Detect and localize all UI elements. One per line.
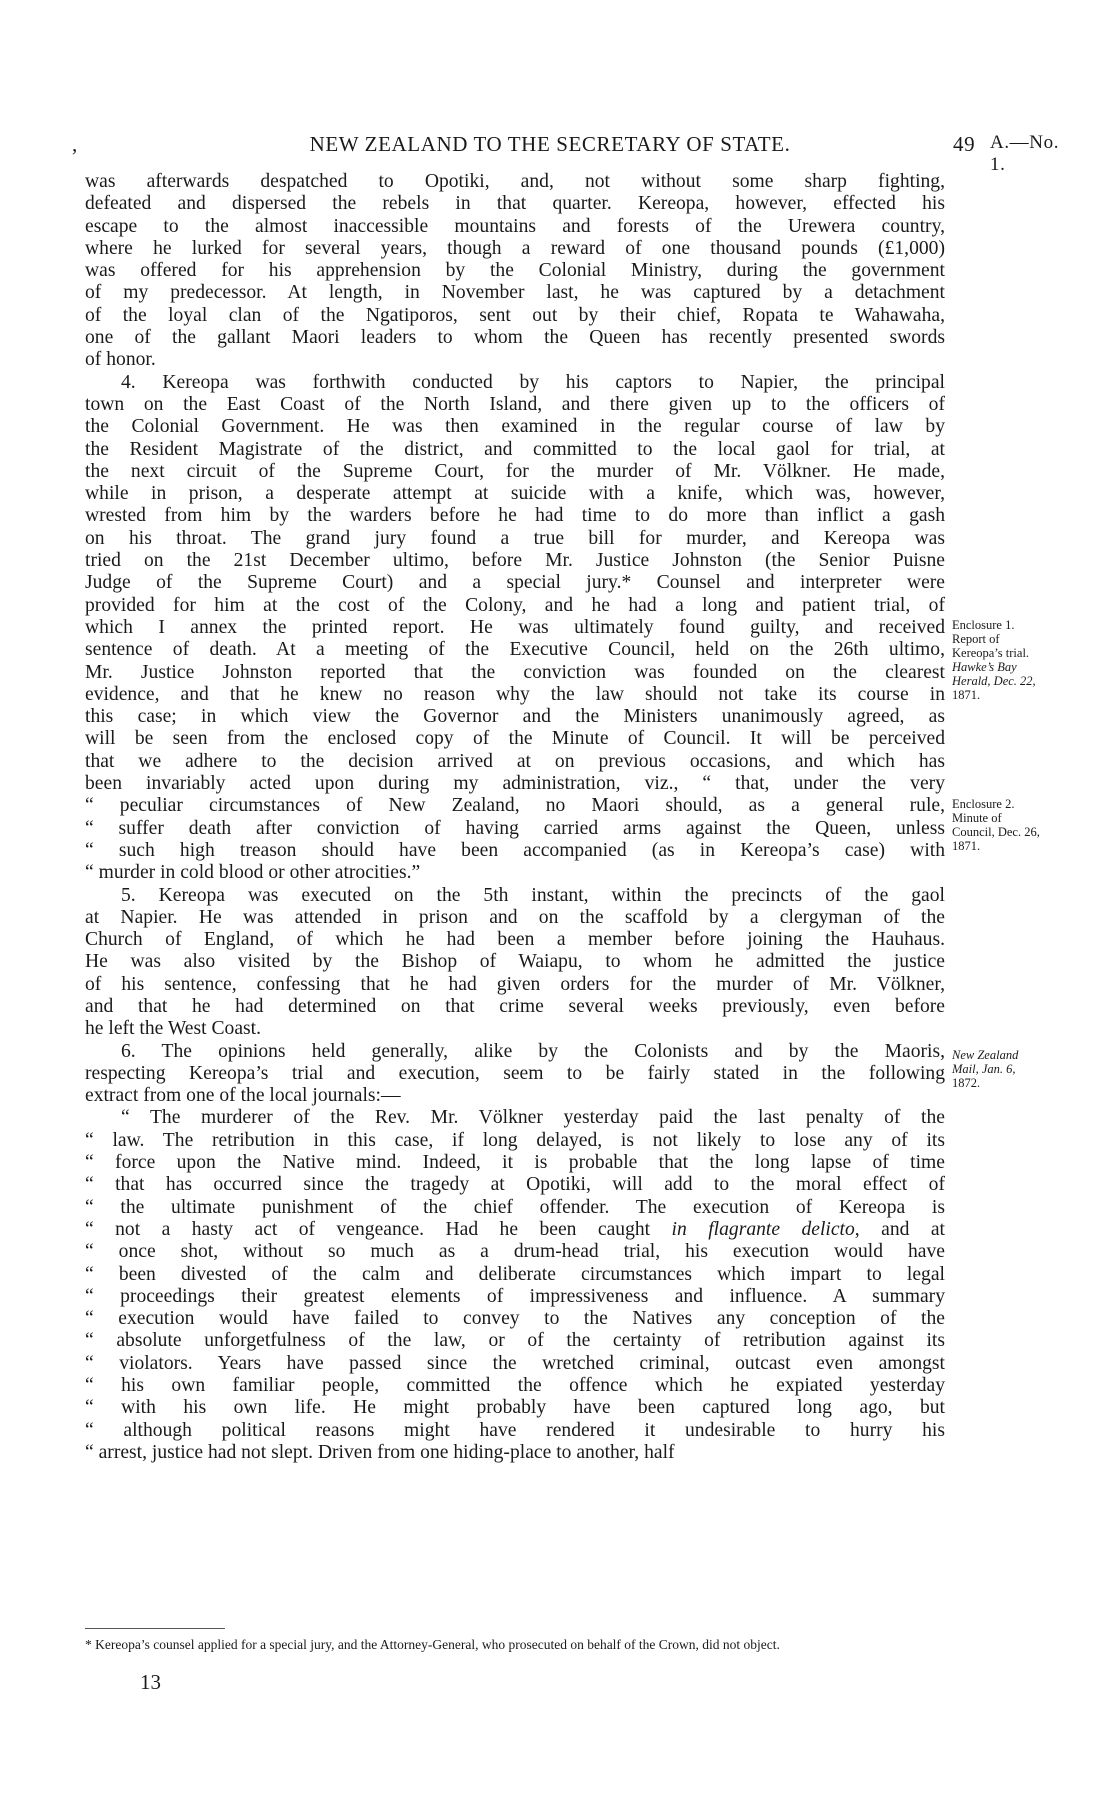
- text-line: he left the West Coast.: [85, 1018, 261, 1040]
- margin-note-line: Hawke’s Bay: [952, 660, 1017, 674]
- text-line: “ although political reasons might have rendered it undesirable to hurry his: [85, 1419, 945, 1441]
- text-line: and that he had determined on that crime several weeks previously, even before: [85, 995, 945, 1017]
- signature-mark: 13: [140, 1670, 161, 1694]
- text-line: “ his own familiar people, committed the offence which he expiated yesterday: [85, 1375, 945, 1397]
- text-line: was offered for his apprehension by the Colonial Ministry, during the government: [85, 260, 945, 282]
- text-line: “ with his own life. He might probably have been captured long ago, but: [85, 1397, 945, 1419]
- text-line: the next circuit of the Supreme Court, for the murder of Mr. Völkner. He made,: [85, 460, 945, 482]
- text-line: “ that has occurred since the tragedy at Opotiki, will add to the moral effect of: [85, 1174, 945, 1196]
- margin-note-line: Council, Dec. 26,: [952, 825, 1040, 839]
- text-line: Church of England, of which he had been a member before joining the Hauhaus.: [85, 929, 945, 951]
- page-number: 49: [953, 132, 976, 156]
- text-line: “ The murderer of the Rev. Mr. Völkner yesterday paid the last penalty of the: [121, 1107, 945, 1129]
- text-line: of the loyal clan of the Ngatiporos, sent out by their chief, Ropata te Wahawaha,: [85, 304, 945, 326]
- text-line: “ such high treason should have been accompanied (as in Kereopa’s case) with: [85, 839, 945, 861]
- text-line: while in prison, a desperate attempt at suicide with a knife, which was, however,: [85, 483, 945, 505]
- text-line: “ force upon the Native mind. Indeed, it is probable that the long lapse of time: [85, 1152, 945, 1174]
- text-line: Mr. Justice Johnston reported that the conviction was founded on the clearest: [85, 661, 945, 683]
- text-line: “ once shot, without so much as a drum-head trial, his execution would have: [85, 1241, 945, 1263]
- text-line: on his throat. The grand jury found a true bill for murder, and Kereopa was: [85, 527, 945, 549]
- margin-note-line: Report of: [952, 632, 1000, 646]
- margin-note-line: Kereopa’s trial.: [952, 646, 1030, 660]
- margin-note-enclosure-2: [952, 797, 1092, 853]
- text-line: where he lurked for several years, though a reward of one thousand pounds (£1,000): [85, 237, 945, 259]
- text-line: provided for him at the cost of the Colony, and he had a long and patient trial, of: [85, 594, 945, 616]
- text-line: “ the ultimate punishment of the chief offender. The execution of Kereopa is: [85, 1196, 945, 1218]
- text-line: this case; in which view the Governor and the Ministers unanimously agreed, as: [85, 706, 945, 728]
- text-line: the Resident Magistrate of the district, and committed to the local gaol for trial, at: [85, 438, 945, 460]
- text-line: will be seen from the enclosed copy of the Minute of Council. It will be perceived: [85, 728, 945, 750]
- text-line: “ absolute unforgetfulness of the law, or of the certainty of retribution against its: [85, 1330, 945, 1352]
- text-line: extract from one of the local journals:—: [85, 1085, 401, 1107]
- text-line: at Napier. He was attended in prison and on the scaffold by a clergyman of the: [85, 906, 945, 928]
- body-text: [85, 171, 945, 1464]
- margin-note-enclosure-1: [952, 618, 1092, 702]
- text-line: been invariably acted upon during my administration, viz., “ that, under the very: [85, 773, 945, 795]
- text-line: sentence of death. At a meeting of the Executive Council, held on the 26th ultimo,: [85, 639, 945, 661]
- text-line: of honor.: [85, 349, 156, 371]
- margin-note-line: Herald, Dec. 22,: [952, 674, 1036, 688]
- text-line: that we adhere to the decision arrived at on previous occasions, and which has: [85, 750, 945, 772]
- text-line: of his sentence, confessing that he had given orders for the murder of Mr. Völkner,: [85, 973, 945, 995]
- text-line: Judge of the Supreme Court) and a special jury.* Counsel and interpreter were: [85, 572, 945, 594]
- text-line: “ execution would have failed to convey to the Natives any conception of the: [85, 1308, 945, 1330]
- text-line: 5. Kereopa was executed on the 5th instant, within the precincts of the gaol: [121, 884, 945, 906]
- text-line: the Colonial Government. He was then examined in the regular course of law by: [85, 416, 945, 438]
- text-line: evidence, and that he knew no reason why the law should not take its course in: [85, 683, 945, 705]
- margin-note-line: Enclosure 1.: [952, 618, 1015, 632]
- page-header: [60, 132, 1060, 175]
- text-line: “ arrest, justice had not slept. Driven from one hiding-place to another, half: [85, 1441, 675, 1463]
- text-line: “ not a hasty act of vengeance. Had he been caught in flagrante delicto, and at: [85, 1218, 945, 1240]
- text-line: 6. The opinions held generally, alike by the Colonists and by the Maoris,: [121, 1040, 945, 1062]
- text-line: “ violators. Years have passed since the wretched criminal, outcast even amongst: [85, 1352, 945, 1374]
- margin-note-line: Mail, Jan. 6,: [952, 1062, 1016, 1076]
- document-reference: A.—No. 1.: [990, 132, 1060, 175]
- margin-note-new-zealand-mail: [952, 1048, 1092, 1090]
- text-line: which I annex the printed report. He was ultimately found guilty, and received: [85, 616, 945, 638]
- text-line: “ peculiar circumstances of New Zealand, no Maori should, as a general rule,: [85, 795, 945, 817]
- header-title: NEW ZEALAND TO THE SECRETARY OF STATE.: [309, 132, 791, 156]
- text-line: one of the gallant Maori leaders to whom the Queen has recently presented swords: [85, 327, 945, 349]
- margin-note-line: New Zealand: [952, 1048, 1019, 1062]
- margin-note-line: 1872.: [952, 1076, 981, 1090]
- footnote-rule: [85, 1628, 225, 1629]
- margin-note-line: Enclosure 2.: [952, 797, 1015, 811]
- margin-note-line: 1871.: [952, 688, 981, 702]
- margin-note-line: 1871.: [952, 839, 981, 853]
- text-line: town on the East Coast of the North Island, and there given up to the officers of: [85, 393, 945, 415]
- text-line: He was also visited by the Bishop of Waiapu, to whom he admitted the justice: [85, 951, 945, 973]
- text-line: defeated and dispersed the rebels in that quarter. Kereopa, however, effected his: [85, 193, 945, 215]
- text-line: “ proceedings their greatest elements of impressiveness and influence. A summary: [85, 1285, 945, 1307]
- text-line: wrested from him by the warders before he had time to do more than inflict a gash: [85, 505, 945, 527]
- text-line: “ law. The retribution in this case, if long delayed, is not likely to lose any of its: [85, 1129, 945, 1151]
- text-line: “ suffer death after conviction of having carried arms against the Queen, unless: [85, 817, 945, 839]
- text-line: “ murder in cold blood or other atrocities.”: [85, 862, 421, 884]
- text-line: respecting Kereopa’s trial and execution, seem to be fairly stated in the following: [85, 1062, 945, 1084]
- footnote: * Kereopa’s counsel applied for a special jury, and the Attorney-General, who prosecuted on behalf of the Crown, did not object.: [85, 1637, 780, 1652]
- text-line: “ been divested of the calm and deliberate circumstances which impart to legal: [85, 1263, 945, 1285]
- text-line: was afterwards despatched to Opotiki, and, not without some sharp fighting,: [85, 171, 945, 192]
- text-line: of my predecessor. At length, in November last, he was captured by a detachment: [85, 282, 945, 304]
- text-line: tried on the 21st December ultimo, before Mr. Justice Johnston (the Senior Puisne: [85, 550, 945, 572]
- header-mark: ,: [72, 132, 78, 156]
- text-line: escape to the almost inaccessible mountains and forests of the Urewera country,: [85, 215, 945, 237]
- text-line: 4. Kereopa was forthwith conducted by his captors to Napier, the principal: [121, 371, 945, 393]
- margin-note-line: Minute of: [952, 811, 1002, 825]
